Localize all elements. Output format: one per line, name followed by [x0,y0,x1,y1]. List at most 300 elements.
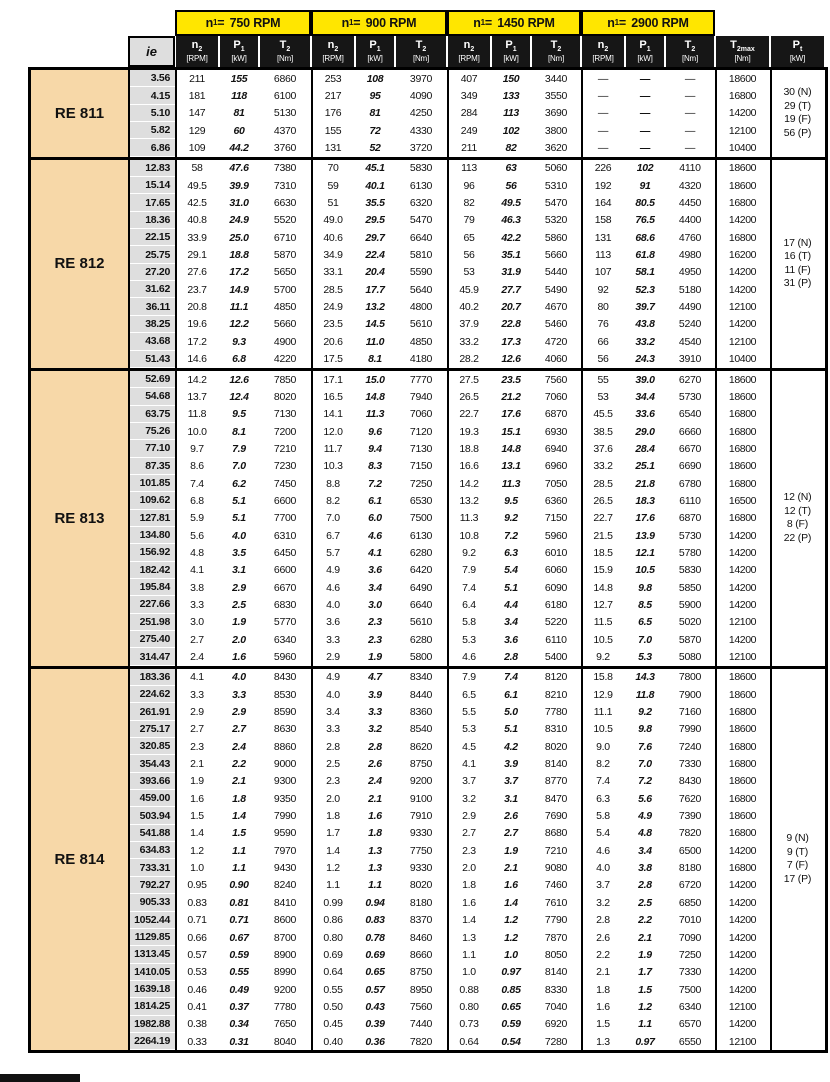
data-cell: 5.1 [232,512,246,525]
data-cell: 3.1 [504,792,518,805]
data-cell: 129 [188,124,206,137]
data-cell: 56 [597,353,609,366]
table-body [28,67,828,1053]
data-cell: 22.8 [501,318,521,331]
data-cell: 7690 [544,810,568,823]
model-label: RE 813 [31,371,128,666]
data-cell: 3.2 [462,792,476,805]
data-cell: 2.3 [368,633,382,646]
data-cell: 6.2 [232,477,246,490]
data-cell: 0.83 [365,914,385,927]
data-cell: 3.3 [190,598,204,611]
data-cell: 5520 [273,214,297,227]
pt-ratings [770,371,825,666]
data-cell: 12.0 [323,425,343,438]
data-cell: 8310 [544,723,568,736]
data-cell: 20.4 [365,266,385,279]
data-cell: 1.6 [232,651,246,664]
data-cell: 7800 [678,671,702,684]
data-cell: 6110 [679,494,701,507]
data-cell: 5.4 [504,564,518,577]
data-cell: 3.3 [326,723,340,736]
column-symbol: $n_2$ [327,38,339,54]
column-header-p1 [491,36,531,67]
data-cell: 7050 [544,477,568,490]
data-cell: 4.6 [462,651,476,664]
data-cell: 9300 [273,775,297,788]
data-cell: 7130 [409,442,433,455]
data-cell: 28.2 [459,353,479,366]
data-cell: 1.6 [368,810,382,823]
data-cell: 17.3 [501,335,521,348]
data-cell: 61.8 [635,249,655,262]
data-cell: 0.34 [229,1018,249,1031]
ie-value: 905.33 [128,894,175,911]
ie-value: 12.83 [128,160,175,177]
data-cell: 0.46 [187,983,207,996]
data-cell: 6270 [678,373,702,386]
t2max-value: 14200 [728,633,757,646]
data-cell: 0.57 [365,983,385,996]
column-unit: [kW] [637,54,653,64]
data-cell: 6.3 [504,546,518,559]
data-cell: 0.36 [365,1035,385,1048]
data-cell: 181 [188,90,206,103]
data-cell: 33.2 [593,460,613,473]
data-cell: 20.8 [187,301,207,314]
data-cell: 14.1 [323,408,343,421]
data-cell: 8.8 [326,477,340,490]
data-cell: 5610 [409,616,433,629]
data-cell: 6530 [409,494,433,507]
data-cell: 9330 [409,862,433,875]
data-cell: 7.9 [462,564,476,577]
data-cell: 3.3 [232,688,246,701]
data-cell: 8180 [409,896,433,909]
data-cell: 29.1 [187,249,207,262]
data-cell: 8430 [678,775,702,788]
data-cell: 8.2 [596,758,610,771]
ie-value: 101.85 [128,475,175,492]
data-cell: 40.8 [187,214,207,227]
data-cell: 2.9 [232,581,246,594]
data-cell: 4.4 [504,598,518,611]
pt-rating: 22 (P) [783,531,812,544]
column-symbol: $P_1$ [639,38,651,54]
data-cell: 12.9 [593,688,613,701]
data-cell: — [597,90,609,103]
data-cell: 6.0 [368,512,382,525]
column-unit: [Nm] [412,54,430,64]
data-cell: 2.1 [368,792,382,805]
data-cell: 4060 [544,353,568,366]
ie-value: 52.69 [128,371,175,388]
data-cell: 5310 [544,179,568,192]
data-cell: 8540 [409,723,433,736]
data-cell: 226 [594,162,612,175]
ie-value: 63.75 [128,406,175,423]
data-cell: 11.1 [593,706,613,719]
t2max-value: 16800 [728,758,757,771]
data-cell: 5730 [678,390,702,403]
data-cell: 7500 [409,512,433,525]
t2max-value: 14200 [728,107,757,120]
data-cell: 6930 [544,425,568,438]
column-symbol: $P_t$ [792,38,803,54]
data-cell: 5130 [273,107,297,120]
pt-rating: 8 (F) [786,518,809,531]
data-cell: 7780 [273,1000,297,1013]
data-cell: 8020 [273,390,297,403]
t2max-value: 16800 [728,862,757,875]
data-cell: 0.33 [187,1035,207,1048]
data-cell: 56 [505,179,517,192]
data-cell: 12.1 [635,546,655,559]
data-cell: 51 [327,197,339,210]
data-cell: 1.4 [326,844,340,857]
data-cell: 6630 [273,197,297,210]
data-cell: 7.0 [638,633,652,646]
data-cell: 2.7 [462,827,476,840]
ie-value: 6.86 [128,139,175,156]
data-cell: 0.55 [229,966,249,979]
data-cell: 0.53 [187,966,207,979]
data-cell: 8770 [544,775,568,788]
data-cell: 76 [597,318,609,331]
data-cell: 0.65 [501,1000,521,1013]
data-cell: 15.0 [365,373,385,386]
data-cell: 28.5 [323,283,343,296]
ie-value: 51.43 [128,351,175,368]
data-cell: 1.1 [232,862,246,875]
data-cell: 211 [189,72,205,85]
data-cell: 0.69 [365,948,385,961]
data-cell: 0.59 [501,1018,521,1031]
data-cell: 60 [233,124,245,137]
data-cell: 33.6 [635,408,655,421]
data-cell: 0.50 [323,1000,343,1013]
data-cell: 3.4 [638,844,652,857]
data-cell: 0.43 [365,1000,385,1013]
data-cell: 7500 [678,983,702,996]
data-cell: 8050 [544,948,568,961]
column-divider [175,70,177,1050]
data-cell: 6870 [544,408,568,421]
column-symbol: $T_2$ [279,38,291,54]
data-cell: 2.5 [638,896,652,909]
column-unit: [kW] [231,54,247,64]
data-cell: 0.71 [187,914,207,927]
column-unit: [Nm] [681,54,699,64]
data-cell: 150 [502,72,520,85]
ie-value: 87.35 [128,458,175,475]
data-cell: 95 [369,90,381,103]
data-cell: 52 [369,142,381,155]
t2max-value: 12100 [728,335,757,348]
data-cell: 4.6 [368,529,382,542]
data-cell: 6280 [409,633,433,646]
t2max-value: 16800 [728,442,757,455]
t2max-value: 14200 [728,214,757,227]
data-cell: 4760 [678,231,702,244]
data-cell: 2.1 [596,966,610,979]
data-cell: 8660 [409,948,433,961]
data-cell: 1.9 [190,775,204,788]
t2max-value: 14200 [728,983,757,996]
data-cell: 63 [505,162,517,175]
data-cell: 49.0 [323,214,343,227]
data-cell: 14.3 [635,671,655,684]
data-cell: 7150 [409,460,433,473]
data-cell: 8.1 [232,425,246,438]
data-cell: 8900 [273,948,297,961]
data-cell: 0.99 [323,896,343,909]
data-cell: 4.9 [326,671,340,684]
data-cell: 3.3 [190,688,204,701]
data-cell: 22.4 [365,249,385,262]
data-cell: 5800 [409,651,433,664]
column-divider [770,70,772,1050]
data-cell: 4.1 [190,671,204,684]
data-cell: 5.1 [504,581,518,594]
data-cell: 3.4 [504,616,518,629]
t2max-value: 18600 [728,373,757,386]
data-cell: 5060 [544,162,568,175]
data-cell: 23.5 [501,373,521,386]
data-cell: 4.0 [596,862,610,875]
t2max-value: 16800 [728,792,757,805]
pt-rating: 30 (N) [783,86,812,99]
data-cell: 6670 [678,442,702,455]
column-symbol: $P_1$ [233,38,245,54]
data-cell: 17.2 [187,335,207,348]
data-cell: 5.6 [638,792,652,805]
data-cell: 2.9 [326,651,340,664]
data-cell: 7160 [678,706,702,719]
data-cell: 7770 [409,373,433,386]
column-header-p1 [625,36,665,67]
ie-value: 792.27 [128,877,175,894]
data-cell: 1.6 [190,792,204,805]
data-cell: 0.83 [187,896,207,909]
data-cell: 8360 [409,706,433,719]
column-header-row [28,36,828,67]
data-cell: 6450 [273,546,297,559]
data-cell: 10.8 [459,529,479,542]
data-cell: 33.2 [459,335,479,348]
data-cell: 102 [502,124,520,137]
data-cell: 4180 [409,353,433,366]
data-cell: 6540 [678,408,702,421]
data-cell: 24.3 [635,353,655,366]
data-cell: 7700 [273,512,297,525]
data-cell: 118 [231,90,247,103]
data-cell: 7750 [409,844,433,857]
data-cell: 0.86 [323,914,343,927]
data-cell: 29.5 [365,214,385,227]
data-cell: 7.0 [326,512,340,525]
data-cell: 5610 [409,318,433,331]
ie-value: 77.10 [128,440,175,457]
t2max-value: 18600 [728,810,757,823]
data-cell: 8330 [544,983,568,996]
data-cell: 2.1 [638,931,652,944]
data-cell: 8.2 [326,494,340,507]
column-unit: [RPM] [592,54,614,64]
data-cell: 9350 [273,792,297,805]
ie-value: 1982.88 [128,1016,175,1033]
data-cell: 0.97 [501,966,521,979]
pt-ratings [770,669,825,1051]
data-cell: 6830 [273,598,297,611]
data-cell: 0.54 [501,1035,521,1048]
data-cell: 31.0 [229,197,249,210]
data-cell: 4400 [678,214,702,227]
data-cell: 0.64 [459,1035,479,1048]
pt-rating: 17 (N) [783,236,812,249]
data-cell: 2.0 [232,633,246,646]
data-cell: 13.9 [635,529,655,542]
ie-value: 27.20 [128,264,175,281]
t2max-value: 14200 [728,598,757,611]
ie-value: 5.10 [128,105,175,122]
pt-rating: 31 (P) [783,277,812,290]
t2max-value: 16800 [728,231,757,244]
data-cell: 26.5 [459,390,479,403]
data-cell: 3.7 [596,879,610,892]
data-cell: 9.6 [368,425,382,438]
data-cell: 108 [366,72,384,85]
t2max-value: 18600 [728,460,757,473]
ie-value: 224.62 [128,686,175,703]
data-cell: 53 [463,266,475,279]
data-cell: 7850 [273,373,297,386]
data-cell: 1.1 [232,844,246,857]
data-cell: 53 [597,390,609,403]
data-cell: 9.8 [638,581,652,594]
data-cell: 8.5 [638,598,652,611]
t2max-value: 14200 [728,914,757,927]
t2max-value: 14200 [728,931,757,944]
column-header-t2 [665,36,715,67]
data-cell: 10.0 [187,425,207,438]
data-cell: 25.1 [635,460,655,473]
data-cell: 2.9 [190,706,204,719]
data-cell: 1.8 [326,810,340,823]
data-cell: 5.7 [326,546,340,559]
data-cell: 7060 [544,390,568,403]
data-cell: 8140 [544,966,568,979]
data-cell: 113 [595,249,611,262]
column-divider [715,70,717,1050]
ie-value: 54.68 [128,388,175,405]
ie-value: 75.26 [128,423,175,440]
data-cell: 1.2 [504,914,518,927]
data-cell: 1.3 [596,1035,610,1048]
data-cell: 133 [502,90,520,103]
data-cell: 7.9 [462,671,476,684]
data-cell: 7130 [273,408,297,421]
data-cell: 6010 [544,546,568,559]
data-cell: 102 [636,162,654,175]
data-cell: 6.4 [462,598,476,611]
pt-rating: 17 (P) [783,872,812,885]
t2max-value: 18600 [728,671,757,684]
data-cell: 1.6 [462,896,476,909]
ie-value: 15.14 [128,177,175,194]
data-cell: 2.3 [326,775,340,788]
data-cell: 9.5 [504,494,518,507]
t2max-value: 14200 [728,879,757,892]
t2max-value: 18600 [728,162,757,175]
data-cell: 9.4 [368,442,382,455]
data-cell: 10.3 [323,460,343,473]
column-symbol: $T_2$ [415,38,427,54]
data-cell: 43.8 [635,318,655,331]
data-cell: 23.5 [323,318,343,331]
data-cell: 3.0 [190,616,204,629]
data-cell: 9.8 [638,723,652,736]
data-cell: 3.3 [326,633,340,646]
data-cell: 1.7 [638,966,652,979]
data-cell: 8440 [409,688,433,701]
data-cell: 7230 [273,460,297,473]
data-cell: 5440 [544,266,568,279]
data-cell: 2.6 [596,931,610,944]
t2max-value: 12100 [728,1035,757,1048]
data-cell: 8460 [409,931,433,944]
data-cell: 1.0 [504,948,518,961]
data-cell: — [639,124,651,137]
data-cell: — [597,72,609,85]
data-cell: 4.6 [596,844,610,857]
data-cell: 37.9 [459,318,479,331]
data-cell: 68.6 [635,231,655,244]
data-cell: 176 [324,107,342,120]
ie-value: 251.98 [128,614,175,631]
t2max-value: 16800 [728,827,757,840]
data-cell: 21.8 [635,477,655,490]
data-cell: 1.8 [462,879,476,892]
t2max-value: 14200 [728,844,757,857]
data-cell: 5180 [678,283,702,296]
data-cell: 11.7 [323,442,343,455]
data-cell: 8700 [273,931,297,944]
column-unit: [kW] [789,54,806,64]
data-cell: 7.2 [638,775,652,788]
pt-rating: 29 (T) [784,99,811,112]
data-cell: 211 [461,142,477,155]
t2max-value: 16800 [728,740,757,753]
ie-value: 320.85 [128,738,175,755]
data-cell: 9200 [409,775,433,788]
data-cell: 2.2 [638,914,652,927]
data-cell: 15.1 [501,425,521,438]
data-cell: 10.5 [635,564,655,577]
data-cell: 8990 [273,966,297,979]
data-cell: 15.8 [593,671,613,684]
data-cell: 7010 [678,914,702,927]
data-cell: 17.6 [635,512,655,525]
data-cell: 0.69 [323,948,343,961]
data-cell: 9.2 [596,651,610,664]
data-cell: 2.3 [190,740,204,753]
ie-value: 109.62 [128,492,175,509]
data-cell: 38.5 [593,425,613,438]
column-header-n2 [447,36,491,67]
data-cell: 55 [597,373,609,386]
data-cell: 4.7 [368,671,382,684]
